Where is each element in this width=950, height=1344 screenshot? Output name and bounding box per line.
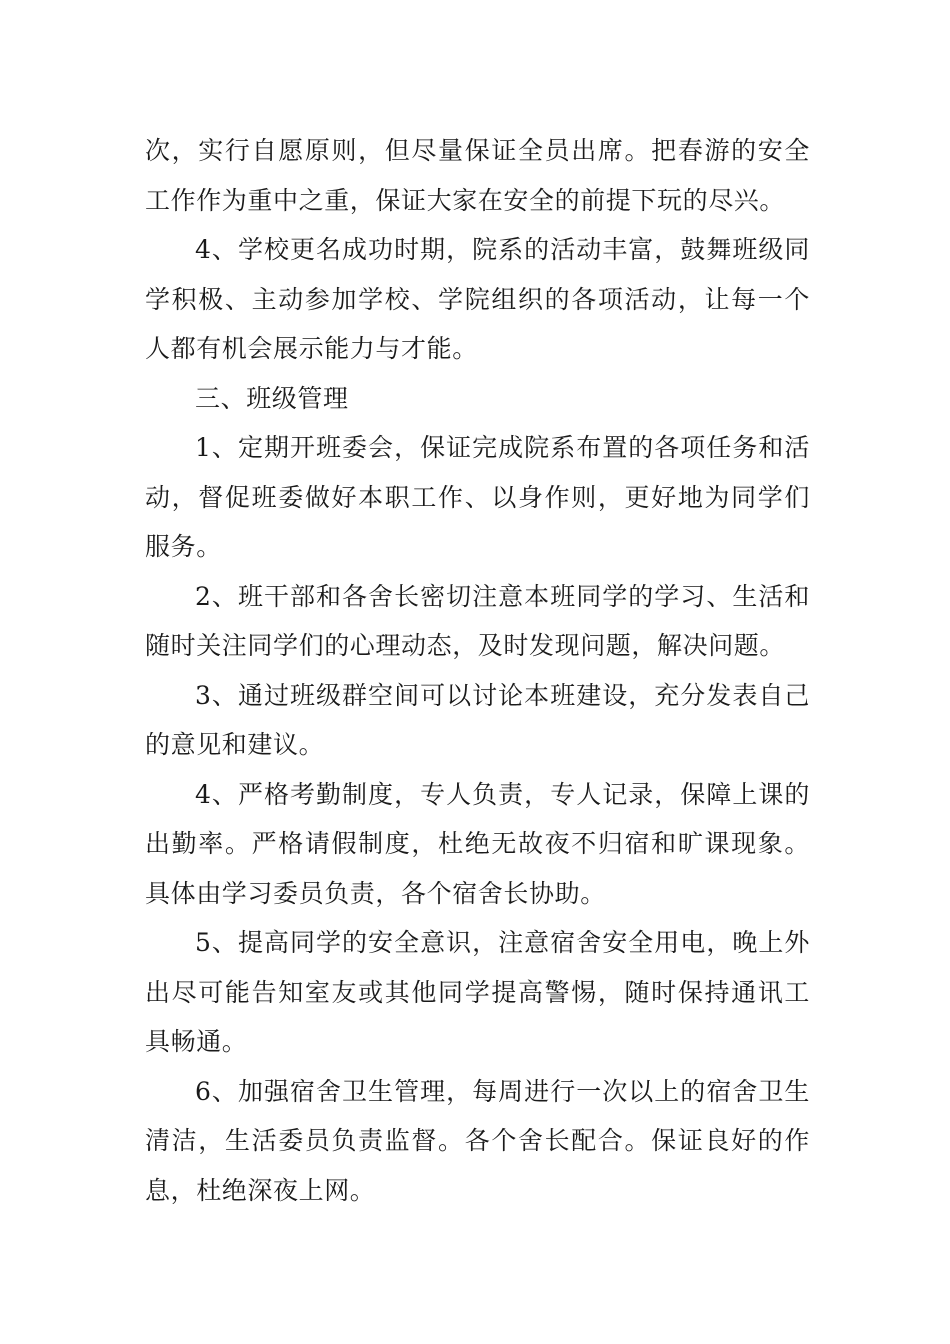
paragraph-item-4-attendance: 4、严格考勤制度，专人负责，专人记录，保障上课的出勤率。严格请假制度，杜绝无故夜不归宿和旷课现象。具体由学习委员负责，各个宿舍长协助。 xyxy=(145,779,810,908)
section-heading-class-management: 三、班级管理 xyxy=(195,383,349,413)
paragraph-continuation: 次，实行自愿原则，但尽量保证全员出席。把春游的安全工作作为重中之重，保证大家在安全的前提下玩的尽兴。 xyxy=(145,136,810,215)
paragraph-item-2-student-care: 2、班干部和各舍长密切注意本班同学的学习、生活和随时关注同学们的心理动态，及时发现问题，解决问题。 xyxy=(145,581,810,660)
paragraph-item-4-school-activities: 4、学校更名成功时期，院系的活动丰富，鼓舞班级同学积极、主动参加学校、学院组织的各项活动，让每一个人都有机会展示能力与才能。 xyxy=(145,235,810,363)
paragraph-item-5-safety: 5、提高同学的安全意识，注意宿舍安全用电，晚上外出尽可能告知室友或其他同学提高警惕，随时保持通讯工具畅通。 xyxy=(145,928,810,1056)
paragraph-item-6-dorm-hygiene: 6、加强宿舍卫生管理，每周进行一次以上的宿舍卫生清洁，生活委员负责监督。各个舍长配合。保证良好的作息，杜绝深夜上网。 xyxy=(145,1076,810,1205)
paragraph-item-1-committee-meeting: 1、定期开班委会，保证完成院系布置的各项任务和活动，督促班委做好本职工作、以身作则，更好地为同学们服务。 xyxy=(145,433,810,561)
paragraph-item-3-group-discussion: 3、通过班级群空间可以讨论本班建设，充分发表自己的意见和建议。 xyxy=(145,680,810,759)
document-body xyxy=(145,126,810,1215)
